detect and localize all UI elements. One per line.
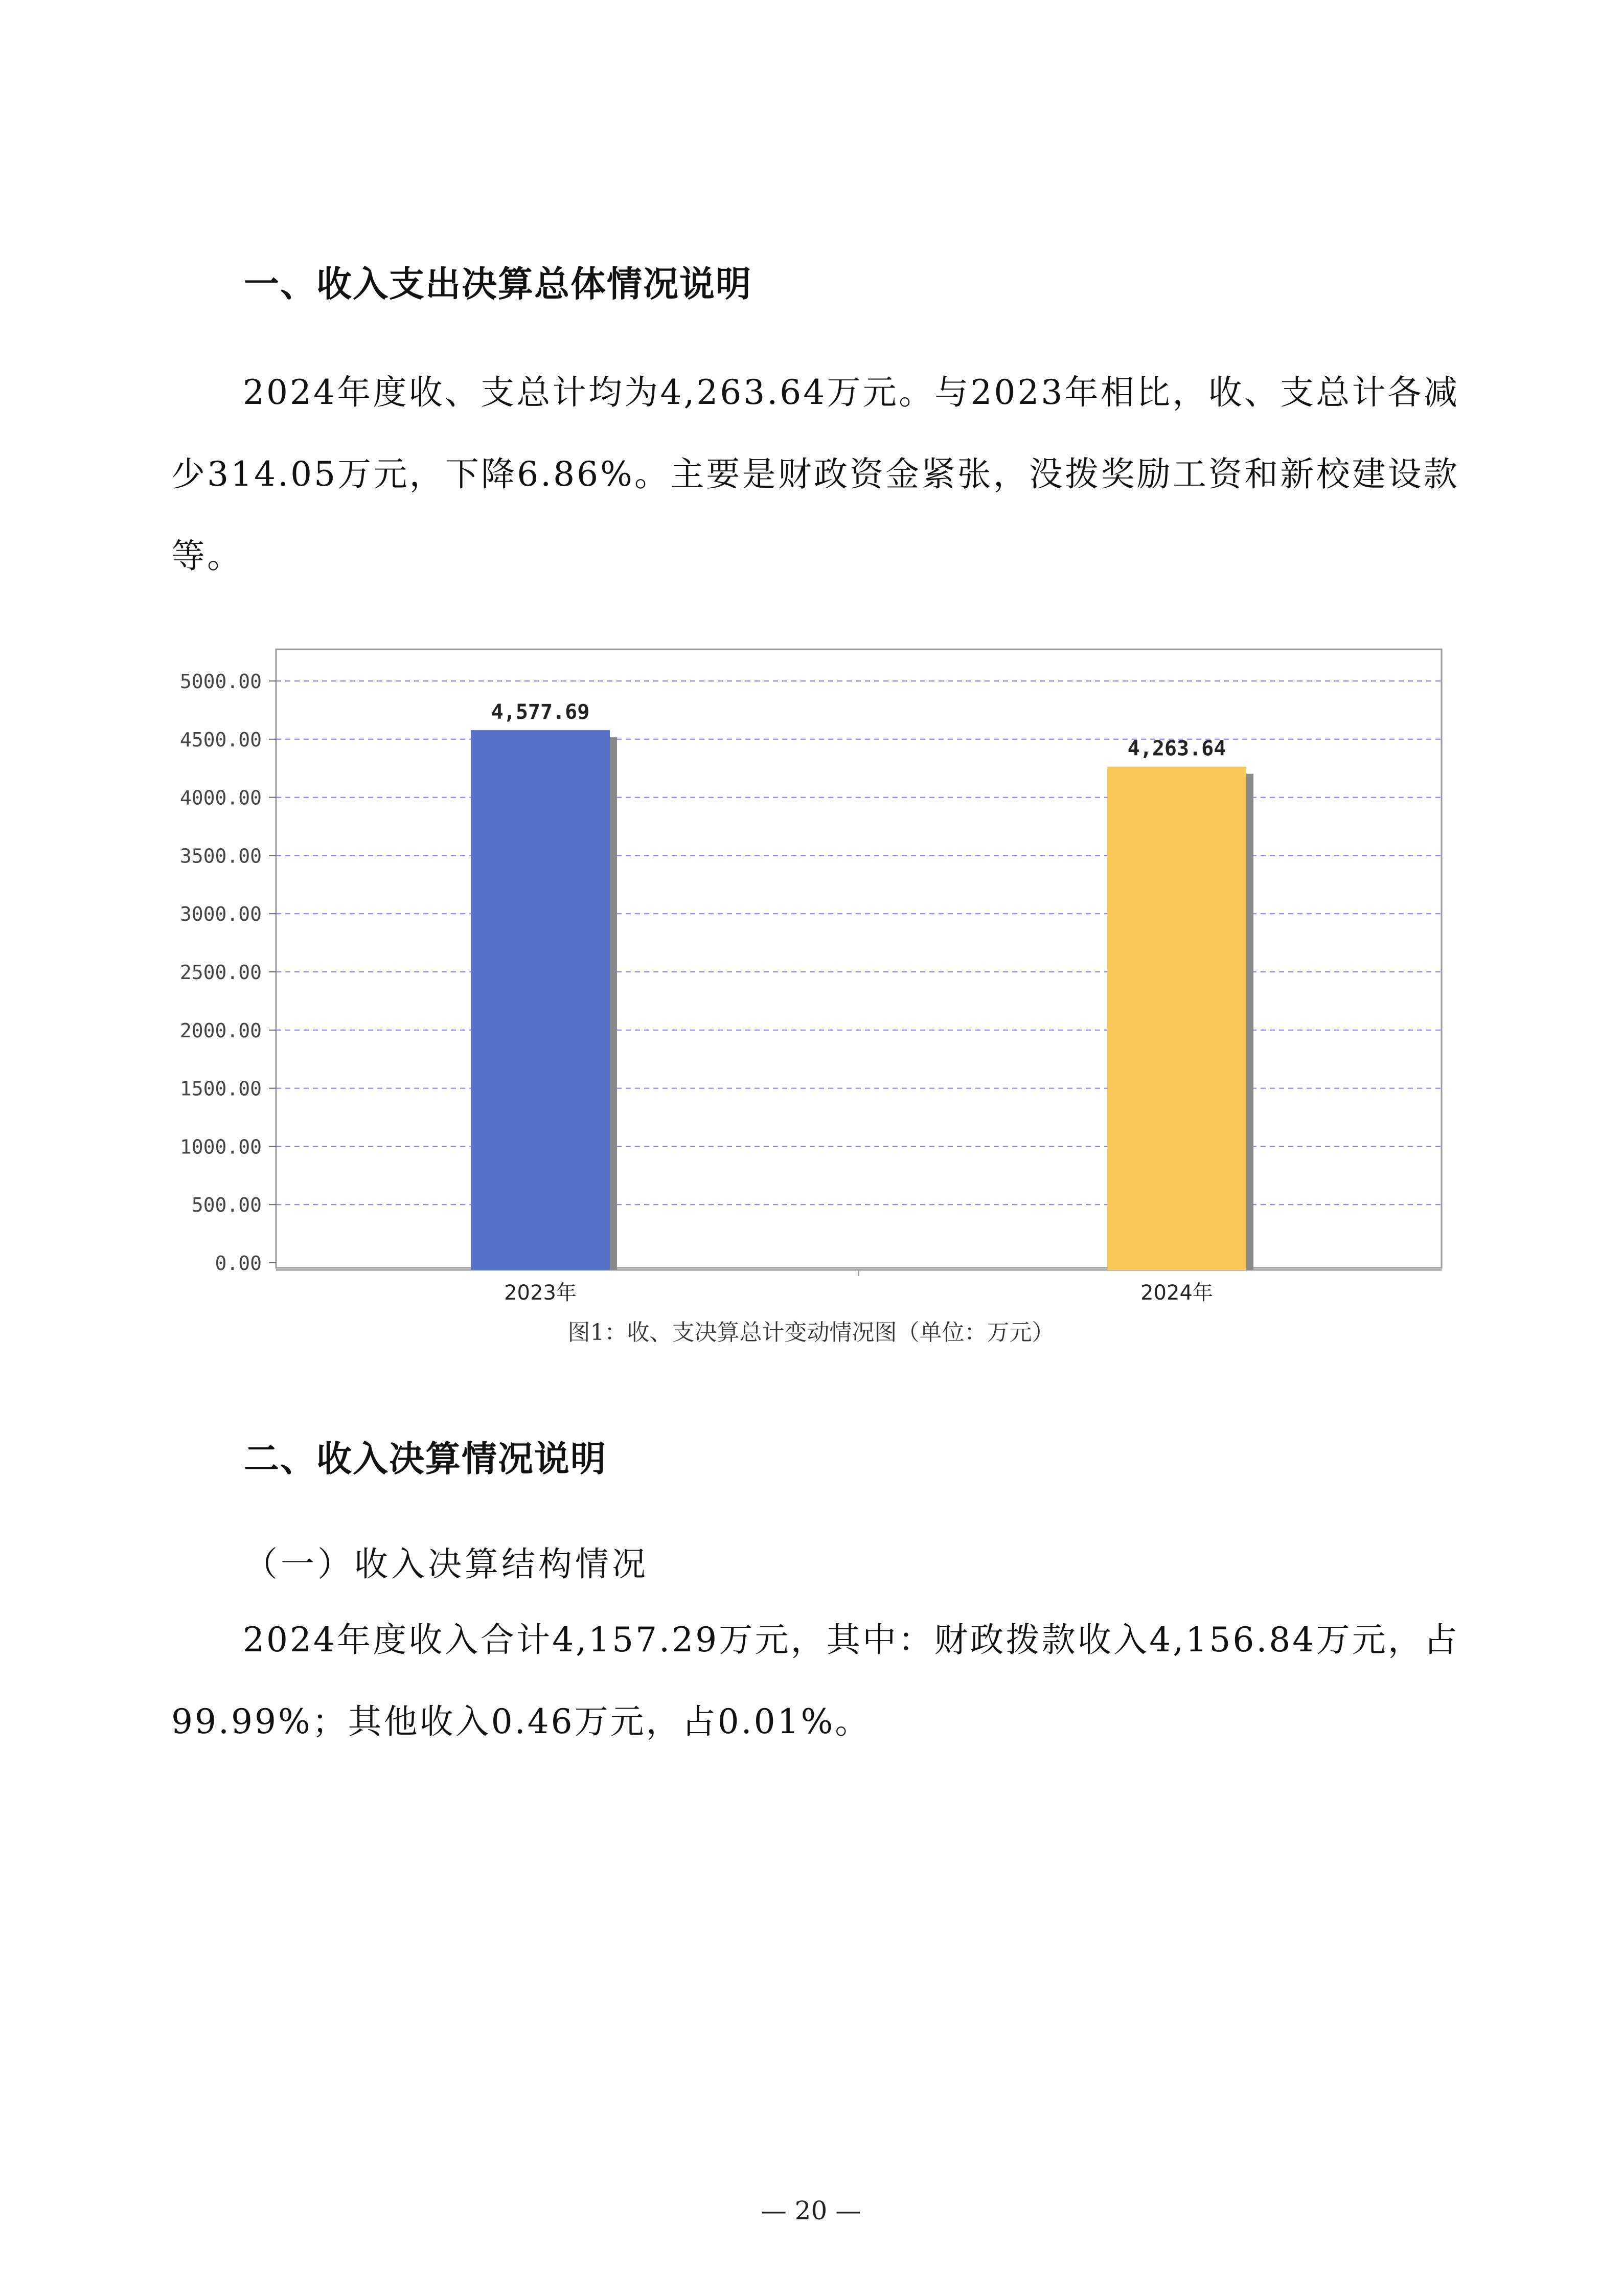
bar-chart — [171, 634, 1459, 1350]
chart-caption: 图1：收、支决算总计变动情况图（单位：万元） — [567, 1320, 1055, 1346]
chart-data-label: 4,263.64 — [1127, 737, 1226, 761]
chart-y-tick-label: 3000.00 — [179, 903, 262, 926]
chart-x-tick-labels — [504, 1281, 1213, 1305]
chart-gridlines — [269, 649, 1442, 1276]
chart-data-label: 4,577.69 — [491, 700, 590, 724]
section2-title: 二、收入决算情况说明 — [244, 1439, 607, 1480]
chart-plot-area — [276, 649, 1442, 1268]
section1-title: 一、收入支出决算总体情况说明 — [244, 264, 752, 305]
chart-y-tick-label: 0.00 — [215, 1252, 262, 1275]
chart-bar — [471, 730, 610, 1270]
page-number: — 20 — — [761, 2196, 861, 2225]
chart-x-tick-label: 2024年 — [1140, 1281, 1213, 1305]
chart-y-tick-label: 1500.00 — [179, 1077, 262, 1100]
chart-y-tick-label: 2000.00 — [179, 1019, 262, 1042]
section1-paragraph: 2024年度收、支总计均为4,263.64万元。与2023年相比，收、支总计各减少314.05万元，下降6.86%。主要是财政资金紧张，没拨奖励工资和新校建设款等。 — [171, 373, 1459, 576]
chart-y-tick-labels — [180, 670, 262, 1275]
chart-y-tick-label: 4500.00 — [179, 728, 262, 751]
chart-y-tick-label: 3500.00 — [179, 845, 262, 868]
chart-bar — [1107, 767, 1246, 1270]
section2-subtitle: （一）收入决算结构情况 — [244, 1544, 649, 1584]
chart-y-tick-label: 500.00 — [191, 1194, 262, 1217]
chart-y-tick-label: 1000.00 — [179, 1135, 262, 1158]
section2-paragraph: 2024年度收入合计4,157.29万元，其中：财政拨款收入4,156.84万元，占99.99%；其他收入0.46万元，占0.01%。 — [171, 1620, 1459, 1741]
chart-y-tick-label: 4000.00 — [179, 786, 262, 809]
chart-x-tick-label: 2023年 — [504, 1281, 577, 1305]
chart-y-tick-label: 2500.00 — [179, 961, 262, 984]
chart-y-tick-label: 5000.00 — [179, 670, 262, 693]
